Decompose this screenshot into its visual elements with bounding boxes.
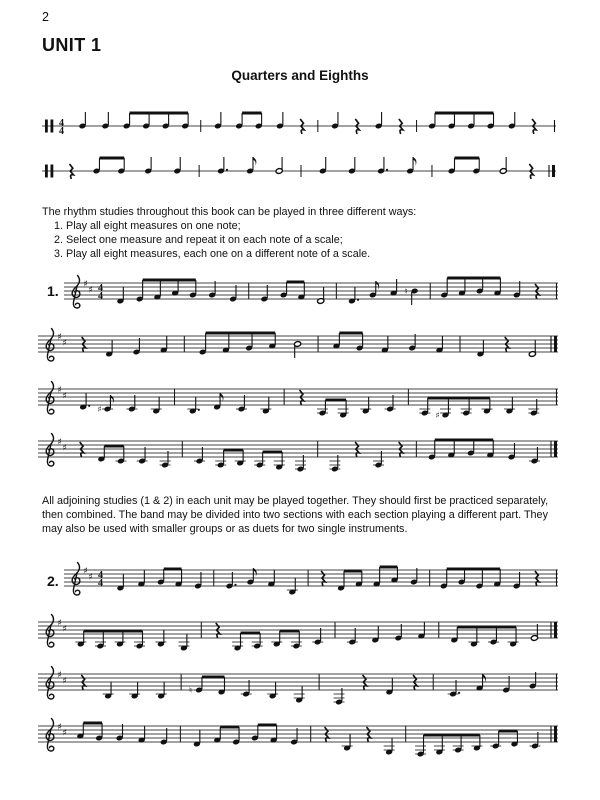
- svg-text:♯: ♯: [62, 338, 67, 349]
- intro-text: [42, 205, 542, 261]
- study-2-staff-4: [38, 714, 558, 764]
- svg-text:♯: ♯: [62, 391, 67, 402]
- svg-text:4: 4: [59, 125, 64, 137]
- svg-text:♯: ♯: [57, 670, 62, 681]
- svg-text:♯: ♯: [62, 676, 67, 687]
- svg-text:♯: ♯: [62, 443, 67, 454]
- svg-text:♯: ♯: [97, 405, 102, 415]
- svg-text:♯: ♯: [83, 566, 88, 577]
- svg-text:♯: ♯: [62, 728, 67, 739]
- svg-text:4: 4: [98, 577, 103, 589]
- study-2-label: 2.: [47, 573, 59, 589]
- study-1-label: 1.: [47, 283, 59, 299]
- svg-text:4: 4: [98, 290, 103, 302]
- svg-text:4: 4: [59, 117, 64, 129]
- study-1-staff-3: [38, 377, 558, 427]
- svg-text:♯: ♯: [57, 437, 62, 448]
- rhythm-staff-2: [42, 151, 556, 201]
- intro-item-2: 2. Select one measure and repeat it on each note of a scale;: [54, 234, 343, 246]
- svg-text:♯: ♯: [57, 722, 62, 733]
- study-2-staff-3: [38, 662, 558, 712]
- svg-text:♯: ♯: [435, 411, 440, 421]
- svg-text:♯: ♯: [57, 618, 62, 629]
- study-2-staff-2: [38, 610, 558, 660]
- svg-text:♯: ♯: [88, 572, 93, 583]
- svg-text:♮: ♮: [404, 287, 408, 297]
- svg-text:♯: ♯: [62, 624, 67, 635]
- study-1-staff-2: [38, 324, 558, 374]
- svg-text:♯: ♯: [88, 285, 93, 296]
- svg-text:♯: ♯: [83, 279, 88, 290]
- middle-paragraph: All adjoining studies (1 & 2) in each unit may be played together. They should first be practiced separately, then combined. The band may be divided into two sections with each section playing a different part. They may also be used with smaller groups or as duets for two single instruments.: [42, 495, 549, 535]
- svg-text:4: 4: [98, 569, 103, 581]
- study-1-staff-1: [64, 271, 558, 321]
- intro-lead: The rhythm studies throughout this book can be played in three different ways:: [42, 206, 417, 218]
- study-1-staff-4: [38, 429, 558, 479]
- svg-text:♯: ♯: [57, 385, 62, 396]
- svg-text:♯: ♯: [57, 332, 62, 343]
- page-number: 2: [42, 10, 49, 24]
- unit-title: UNIT 1: [42, 35, 102, 55]
- study-2-staff-1: [64, 558, 558, 608]
- intro-item-1: 1. Play all eight measures on one note;: [54, 220, 241, 232]
- rhythm-staff-1: [42, 106, 556, 156]
- svg-text:♮: ♮: [189, 686, 193, 696]
- intro-item-3: 3. Play all eight measures, each one on a different note of a scale.: [54, 248, 371, 260]
- svg-text:4: 4: [98, 282, 103, 294]
- section-title: Quarters and Eighths: [231, 68, 369, 83]
